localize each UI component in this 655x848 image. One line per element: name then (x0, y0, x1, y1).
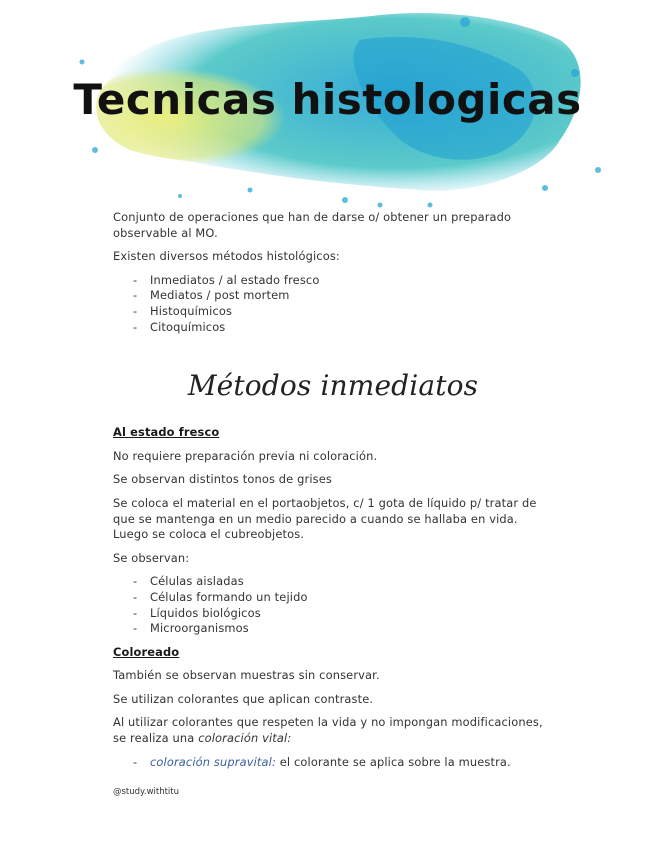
list-item: - Líquidos biológicos (133, 606, 553, 622)
vital-coloring-term: coloración vital: (198, 731, 292, 746)
paragraph-text: Al utilizar colorantes que respeten la vida y no impongan modificaciones, se realiza una (113, 715, 543, 746)
supravital-term: coloración supravital: (150, 754, 276, 769)
list-item: - Células formando un tejido (133, 590, 553, 606)
paragraph: Se observan distintos tonos de grises (113, 472, 332, 487)
list-item (133, 755, 553, 771)
list-item: - Histoquímicos (133, 304, 553, 320)
paragraph: Se utilizan colorantes que aplican contraste. (113, 691, 374, 706)
list-item: - Microorganismos (133, 621, 553, 637)
list-item: - Citoquímicos (133, 320, 553, 336)
paragraph: No requiere preparación previa ni coloración. (113, 448, 378, 463)
subheading-fresco: Al estado fresco (113, 425, 220, 440)
coloring-list (113, 755, 553, 771)
footer-handle: @study.withtitu (113, 787, 180, 797)
intro-paragraph: Conjunto de operaciones que han de darse o/ obtener un preparado observable al MO. (113, 210, 512, 240)
paragraph: También se observan muestras sin conservar. (113, 668, 380, 683)
subheading-coloreado: Coloreado (113, 644, 180, 659)
list-item: - Mediatos / post mortem (133, 288, 553, 304)
section-heading: Métodos inmediatos (187, 369, 479, 403)
paragraph: Se observan: (113, 550, 190, 565)
document-body (113, 210, 553, 778)
title-banner (0, 0, 655, 210)
observations-list (113, 574, 553, 636)
paragraph (113, 715, 553, 746)
list-item: - Células aisladas (133, 574, 553, 590)
paragraph: Se coloca el material en el portaobjetos, c/ 1 gota de líquido p/ tratar de que se mantenga en un medio parecido a cuando se hallaba en vida. Luego se coloca el cubreobjetos. (113, 495, 537, 542)
list-item-text: el colorante se aplica sobre la muestra. (275, 754, 511, 769)
methods-list (113, 273, 553, 335)
methods-intro: Existen diversos métodos histológicos: (113, 249, 340, 264)
page-title: Tecnicas histologicas (73, 75, 582, 124)
list-item: - Inmediatos / al estado fresco (133, 273, 553, 289)
